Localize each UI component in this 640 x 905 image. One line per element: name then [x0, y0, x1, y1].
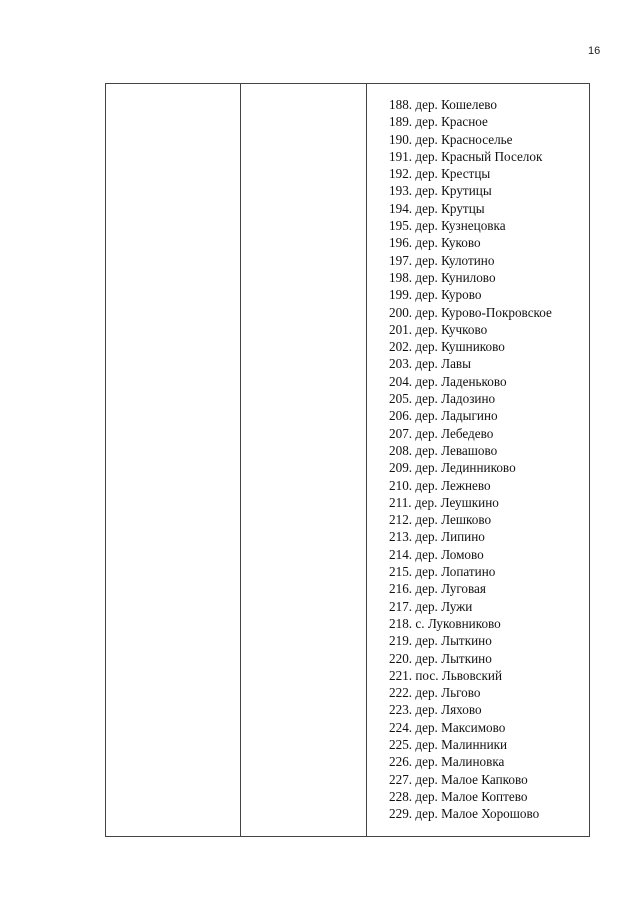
page-number: 16 — [588, 45, 601, 57]
settlement-item: 213. дер. Липино — [389, 529, 485, 545]
settlement-item: 209. дер. Лединниково — [389, 460, 516, 476]
column-divider-2 — [366, 84, 367, 836]
settlement-item: 212. дер. Лешково — [389, 512, 492, 528]
settlement-item: 220. дер. Лыткино — [389, 650, 492, 666]
settlement-item: 227. дер. Малое Капково — [389, 771, 528, 787]
settlement-item: 219. дер. Лыткино — [389, 633, 492, 649]
settlement-list — [389, 96, 552, 822]
settlement-item: 214. дер. Ломово — [389, 546, 484, 562]
settlement-item: 201. дер. Кучково — [389, 321, 488, 337]
settlement-item: 194. дер. Крутцы — [389, 200, 485, 216]
settlement-item: 197. дер. Кулотино — [389, 252, 495, 268]
settlement-item: 215. дер. Лопатино — [389, 564, 496, 580]
settlement-item: 193. дер. Крутицы — [389, 183, 492, 199]
settlement-item: 222. дер. Льгово — [389, 685, 481, 701]
settlement-item: 208. дер. Левашово — [389, 442, 498, 458]
settlement-item: 206. дер. Ладыгино — [389, 408, 498, 424]
settlement-item: 226. дер. Малиновка — [389, 754, 505, 770]
settlement-item: 196. дер. Куково — [389, 235, 481, 251]
settlement-item: 221. пос. Львовский — [389, 667, 503, 683]
settlement-item: 191. дер. Красный Поселок — [389, 148, 543, 164]
settlement-item: 216. дер. Луговая — [389, 581, 486, 597]
settlement-item: 223. дер. Ляхово — [389, 702, 482, 718]
settlement-item: 198. дер. Кунилово — [389, 269, 496, 285]
settlement-item: 188. дер. Кошелево — [389, 97, 498, 112]
settlement-item: 200. дер. Курово-Покровское — [389, 304, 552, 320]
settlement-item: 211. дер. Леушкино — [389, 494, 499, 510]
settlement-item: 229. дер. Малое Хорошово — [389, 806, 540, 822]
settlement-item: 225. дер. Малинники — [389, 736, 508, 752]
settlement-item: 207. дер. Лебедево — [389, 425, 494, 441]
settlement-item: 203. дер. Лавы — [389, 356, 472, 372]
settlement-item: 228. дер. Малое Коптево — [389, 788, 528, 804]
settlement-item: 205. дер. Ладозино — [389, 391, 496, 407]
settlement-item: 224. дер. Максимово — [389, 719, 506, 735]
settlement-item: 218. с. Луковниково — [389, 615, 501, 631]
settlement-item: 202. дер. Кушниково — [389, 339, 505, 355]
settlement-item: 217. дер. Лужи — [389, 598, 473, 614]
settlement-item: 195. дер. Кузнецовка — [389, 218, 506, 234]
settlement-item: 189. дер. Красное — [389, 114, 488, 130]
settlement-item: 204. дер. Ладеньково — [389, 373, 507, 389]
settlement-item: 210. дер. Лежнево — [389, 477, 491, 493]
settlement-item: 190. дер. Красноселье — [389, 131, 513, 147]
settlement-item: 192. дер. Крестцы — [389, 166, 491, 182]
settlement-item: 199. дер. Курово — [389, 287, 482, 303]
settlement-table — [105, 83, 590, 837]
column-divider-1 — [240, 84, 241, 836]
